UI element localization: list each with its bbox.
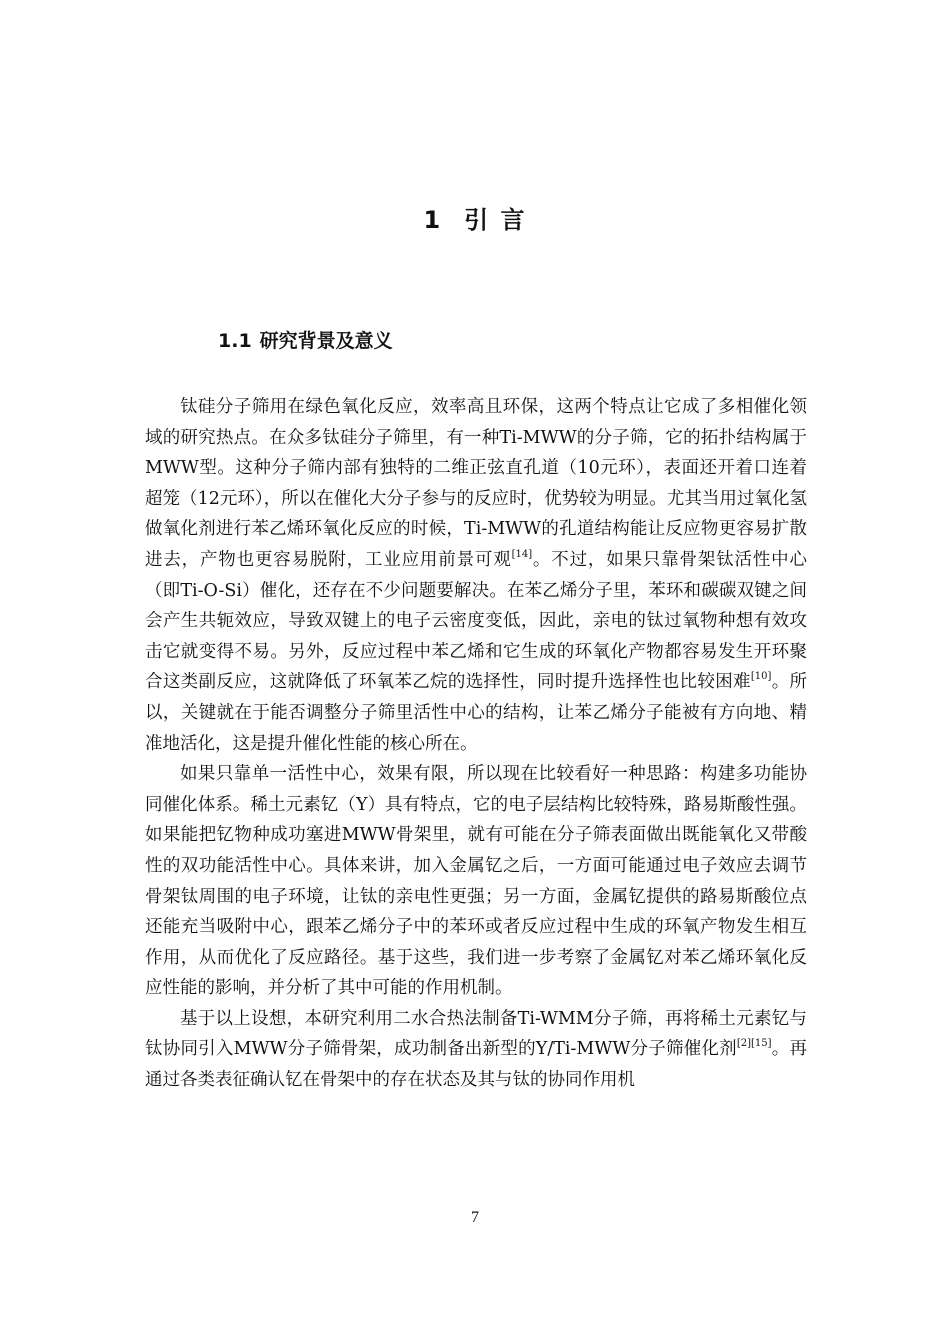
paragraph-text: 如果只靠单一活性中心，效果有限，所以现在比较看好一种思路：构建多功能协同催化体系。稀土元素钇（Y）具有特点，它的电子层结构比较特殊，路易斯酸性强。如果能把钇物种成功塞进MWW骨架里，就有可能在分子筛表面做出既能氧化又带酸性的双功能活性中心。具体来讲，加入金属钇之后，一方面可能通过电子效应去调节骨架钛周围的电子环境，让钛的亲电性更强；另一方面，金属钇提供的路易斯酸位点还能充当吸附中心，跟苯乙烯分子中的苯环或者反应过程中生成的环氧产物发生相互作用，从而优化了反应路径。基于这些，我们进一步考察了金属钇对苯乙烯环氧化反应性能的影响，并分析了其中可能的作用机制。 xyxy=(145,764,807,999)
citation-ref: [2][15] xyxy=(736,1038,772,1050)
citation-ref: [10] xyxy=(750,671,772,683)
section-title-text: 研究背景及意义 xyxy=(259,330,393,352)
body-text xyxy=(145,392,807,1096)
paragraph-text: 钛硅分子筛用在绿色氧化反应，效率高且环保，这两个特点让它成了多相催化领域的研究热点。在众多钛硅分子筛里，有一种Ti-MWW的分子筛，它的拓扑结构属于MWW型。这种分子筛内部有独特的二维正弦直孔道（10元环），表面还开着口连着超笼（12元环），所以在催化大分子参与的反应时，优势较为明显。尤其当用过氧化氢做氧化剂进行苯乙烯环氧化反应的时候，Ti-MWW的孔道结构能让反应物更容易扩散进去，产物也更容易脱附，工业应用前景可观 xyxy=(145,397,807,570)
paragraph-text: 。不过，如果只靠骨架钛活性中心（即Ti-O-Si）催化，还存在不少问题要解决。在苯乙烯分子里，苯环和碳碳双键之间会产生共轭效应，导致双键上的电子云密度变低，因此，亲电的钛过氧物种想有效攻击它就变得不易。另外，反应过程中苯乙烯和它生成的环氧化产物都容易发生开环聚合这类副反应，这就降低了环氧苯乙烷的选择性，同时提升选择性也比较困难 xyxy=(145,549,808,693)
paragraph-text: 基于以上设想，本研究利用二水合热法制备Ti-WMM分子筛，再将稀土元素钇与钛协同引入MWW分子筛骨架，成功制备出新型的Y/Ti-MWW分子筛催化剂 xyxy=(145,1008,807,1060)
chapter-number: 1 xyxy=(423,206,443,234)
chapter-title xyxy=(0,200,950,235)
citation-ref: [14] xyxy=(511,548,533,560)
paragraph-text: 。所以，关键就在于能否调整分子筛里活性中心的结构，让苯乙烯分子能被有方向地、精准地活化，这是提升催化性能的核心所在。 xyxy=(145,672,808,754)
paragraph-3 xyxy=(145,1004,807,1096)
paragraph-1 xyxy=(145,392,807,759)
paragraph-text: 。再通过各类表征确认钇在骨架中的存在状态及其与钛的协同作用机 xyxy=(145,1039,808,1091)
section-number: 1.1 xyxy=(218,330,252,352)
section-title xyxy=(218,326,393,353)
chapter-title-text: 引 言 xyxy=(464,206,527,234)
paragraph-2 xyxy=(145,759,807,1004)
page-number: 7 xyxy=(471,1209,479,1226)
